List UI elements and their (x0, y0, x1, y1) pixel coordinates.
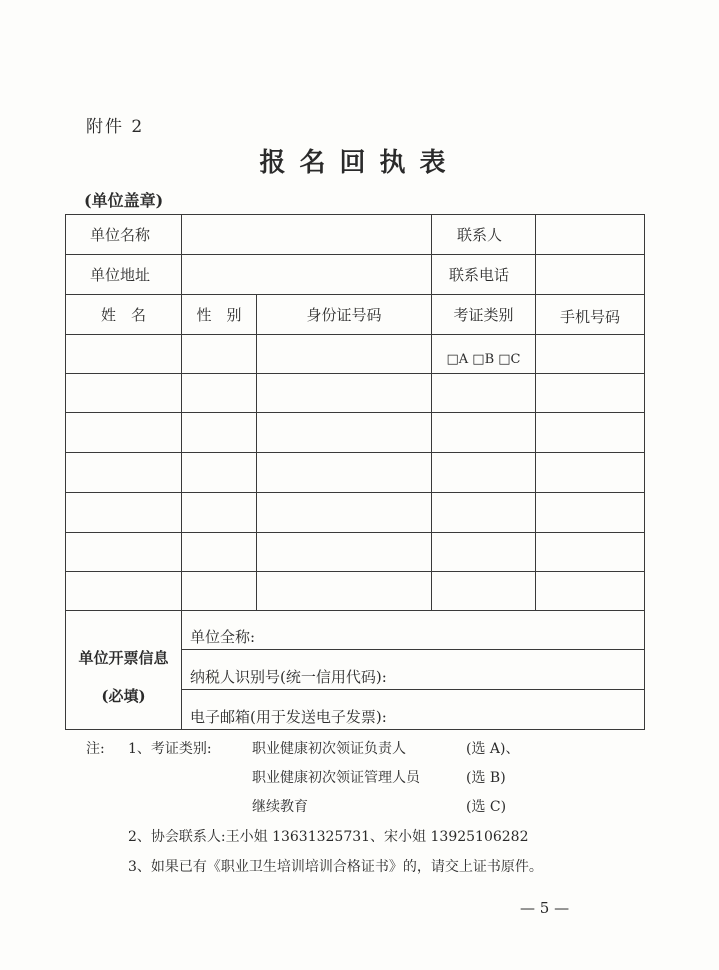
contact-phone-label: 联系电话 (449, 266, 510, 284)
note-1-label: 1、考证类别: (128, 741, 212, 757)
unit-address-label: 单位地址 (90, 266, 151, 284)
invoice-email-field[interactable]: 电子邮箱(用于发送电子发票): (190, 707, 387, 726)
unit-name-field[interactable] (182, 215, 431, 254)
note-1-choice-1: (选 A)、 (466, 741, 520, 757)
column-header-id-number: 身份证号码 (306, 306, 382, 324)
note-3-certificate: 3、如果已有《职业卫生培训培训合格证书》的，请交上证书原件。 (128, 859, 543, 875)
unit-address-field[interactable] (182, 255, 431, 294)
page-title: 报名回执表 (259, 148, 460, 178)
invoice-required-label: (必填) (101, 686, 146, 705)
column-header-exam-category: 考证类别 (453, 306, 514, 324)
contact-label: 联系人 (457, 226, 503, 244)
contact-phone-field[interactable] (536, 255, 644, 294)
note-1-choice-3: (选 C) (466, 799, 507, 815)
category-checkboxes[interactable]: □A □B □C (446, 351, 521, 367)
column-header-gender: 性 别 (196, 306, 242, 324)
column-header-mobile: 手机号码 (559, 308, 620, 326)
invoice-info-label: 单位开票信息 (78, 648, 169, 667)
invoice-tax-id-field[interactable]: 纳税人识别号(统一信用代码): (190, 667, 387, 686)
note-1-line-1: 职业健康初次领证负责人 (252, 741, 406, 757)
invoice-company-name-field[interactable]: 单位全称: (190, 627, 256, 646)
seal-note: (单位盖章) (84, 191, 164, 210)
note-1-line-2: 职业健康初次领证管理人员 (252, 770, 420, 786)
notes-prefix: 注: (86, 741, 105, 757)
note-1-line-3: 继续教育 (252, 799, 308, 815)
note-2-contacts: 2、协会联系人:王小姐 13631325731、宋小姐 13925106282 (128, 829, 529, 845)
page-number: — 5 — (520, 899, 570, 917)
note-1-choice-2: (选 B) (466, 770, 506, 786)
column-header-name: 姓 名 (100, 306, 146, 324)
unit-name-label: 单位名称 (90, 226, 151, 244)
attachment-label: 附件 2 (86, 117, 145, 137)
contact-field[interactable] (536, 215, 644, 254)
